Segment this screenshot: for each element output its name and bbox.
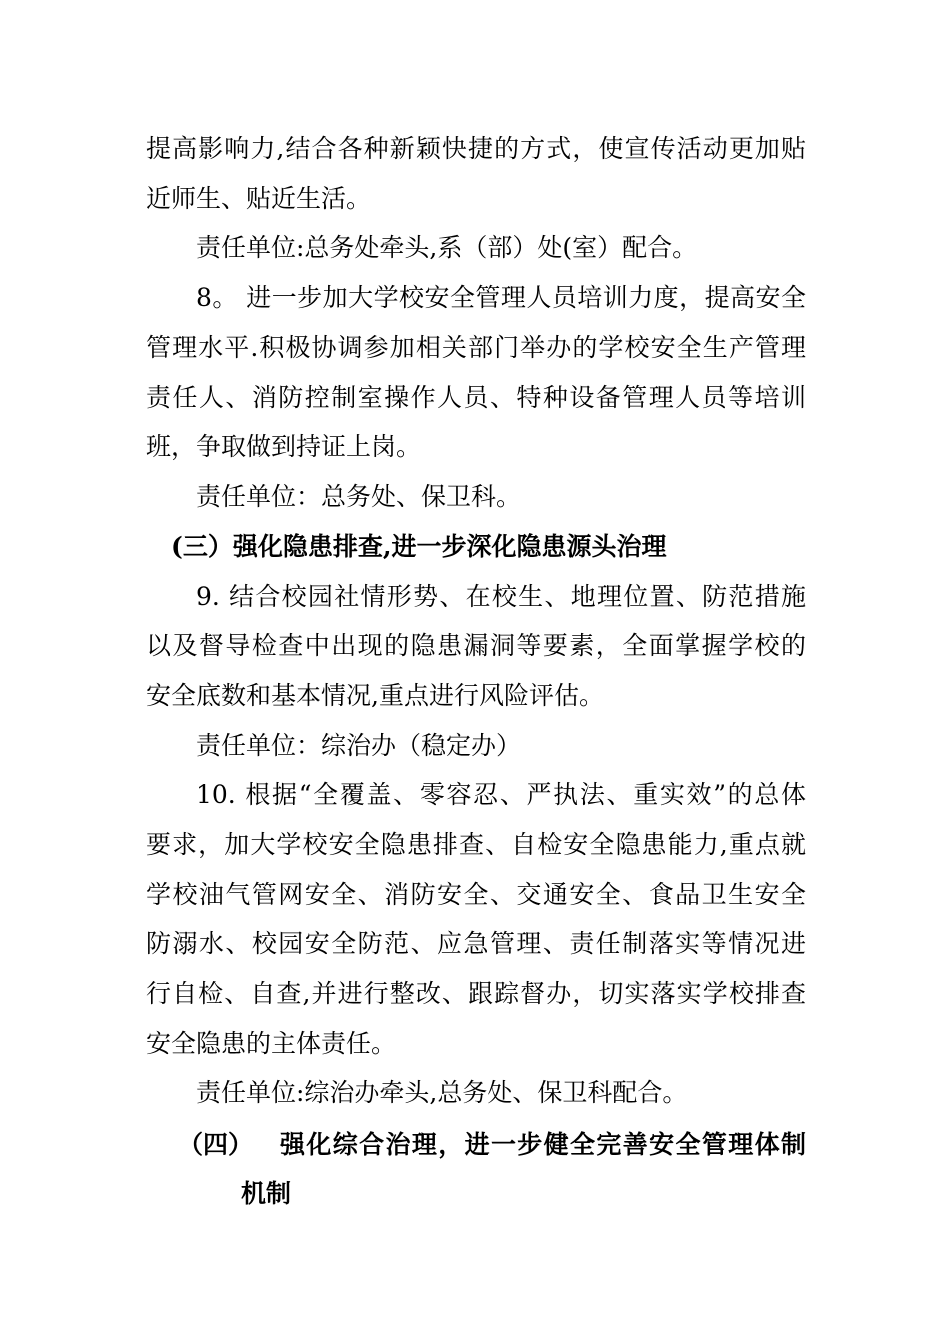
paragraph-line: 安全隐患的主体责任。 bbox=[146, 1029, 397, 1058]
responsible-unit-line: 责任单位:总务处牵头,系（部）处(室）配合。 bbox=[196, 233, 698, 262]
section-heading-4-continuation: 机制 bbox=[241, 1179, 292, 1208]
paragraph-line: 8。 进一步加大学校安全管理人员培训力度，提高安全 bbox=[196, 283, 806, 312]
paragraph-line: 10. 根据“全覆盖、零容忍、严执法、重实效”的总体 bbox=[196, 780, 806, 809]
paragraph-line: 管理水平.积极协调参加相关部门举办的学校安全生产管理 bbox=[146, 333, 806, 362]
responsible-unit-line: 责任单位:综治办牵头,总务处、保卫科配合。 bbox=[196, 1078, 688, 1107]
paragraph-line: 班，争取做到持证上岗。 bbox=[146, 432, 422, 461]
section-heading-4-number: （四） bbox=[178, 1130, 254, 1159]
paragraph-line: 以及督导检查中出现的隐患漏洞等要素，全面掌握学校的 bbox=[146, 631, 806, 660]
paragraph-line: 责任人、消防控制室操作人员、特种设备管理人员等培训 bbox=[146, 383, 806, 412]
responsible-unit-line: 责任单位：综治办（稳定办） bbox=[196, 731, 522, 760]
section-heading-4-title: 强化综合治理，进一步健全完善安全管理体制 bbox=[280, 1130, 806, 1159]
paragraph-line: 提高影响力,结合各种新颖快捷的方式，使宣传活动更加贴 bbox=[146, 134, 806, 163]
responsible-unit-line: 责任单位：总务处、保卫科。 bbox=[196, 482, 522, 511]
paragraph-line: 安全底数和基本情况,重点进行风险评估。 bbox=[146, 681, 604, 710]
section-heading-3: (三）强化隐患排查,进一步深化隐患源头治理 bbox=[171, 532, 667, 561]
paragraph-line: 9. 结合校园社情形势、在校生、地理位置、防范措施 bbox=[196, 582, 806, 611]
paragraph-line: 学校油气管网安全、消防安全、交通安全、食品卫生安全 bbox=[146, 880, 806, 909]
paragraph-line: 要求，加大学校安全隐患排查、自检安全隐患能力,重点就 bbox=[146, 830, 806, 859]
paragraph-line: 近师生、贴近生活。 bbox=[146, 184, 372, 213]
paragraph-line: 行自检、自查,并进行整改、跟踪督办，切实落实学校排查 bbox=[146, 979, 806, 1008]
paragraph-line: 防溺水、校园安全防范、应急管理、责任制落实等情况进 bbox=[146, 929, 806, 958]
